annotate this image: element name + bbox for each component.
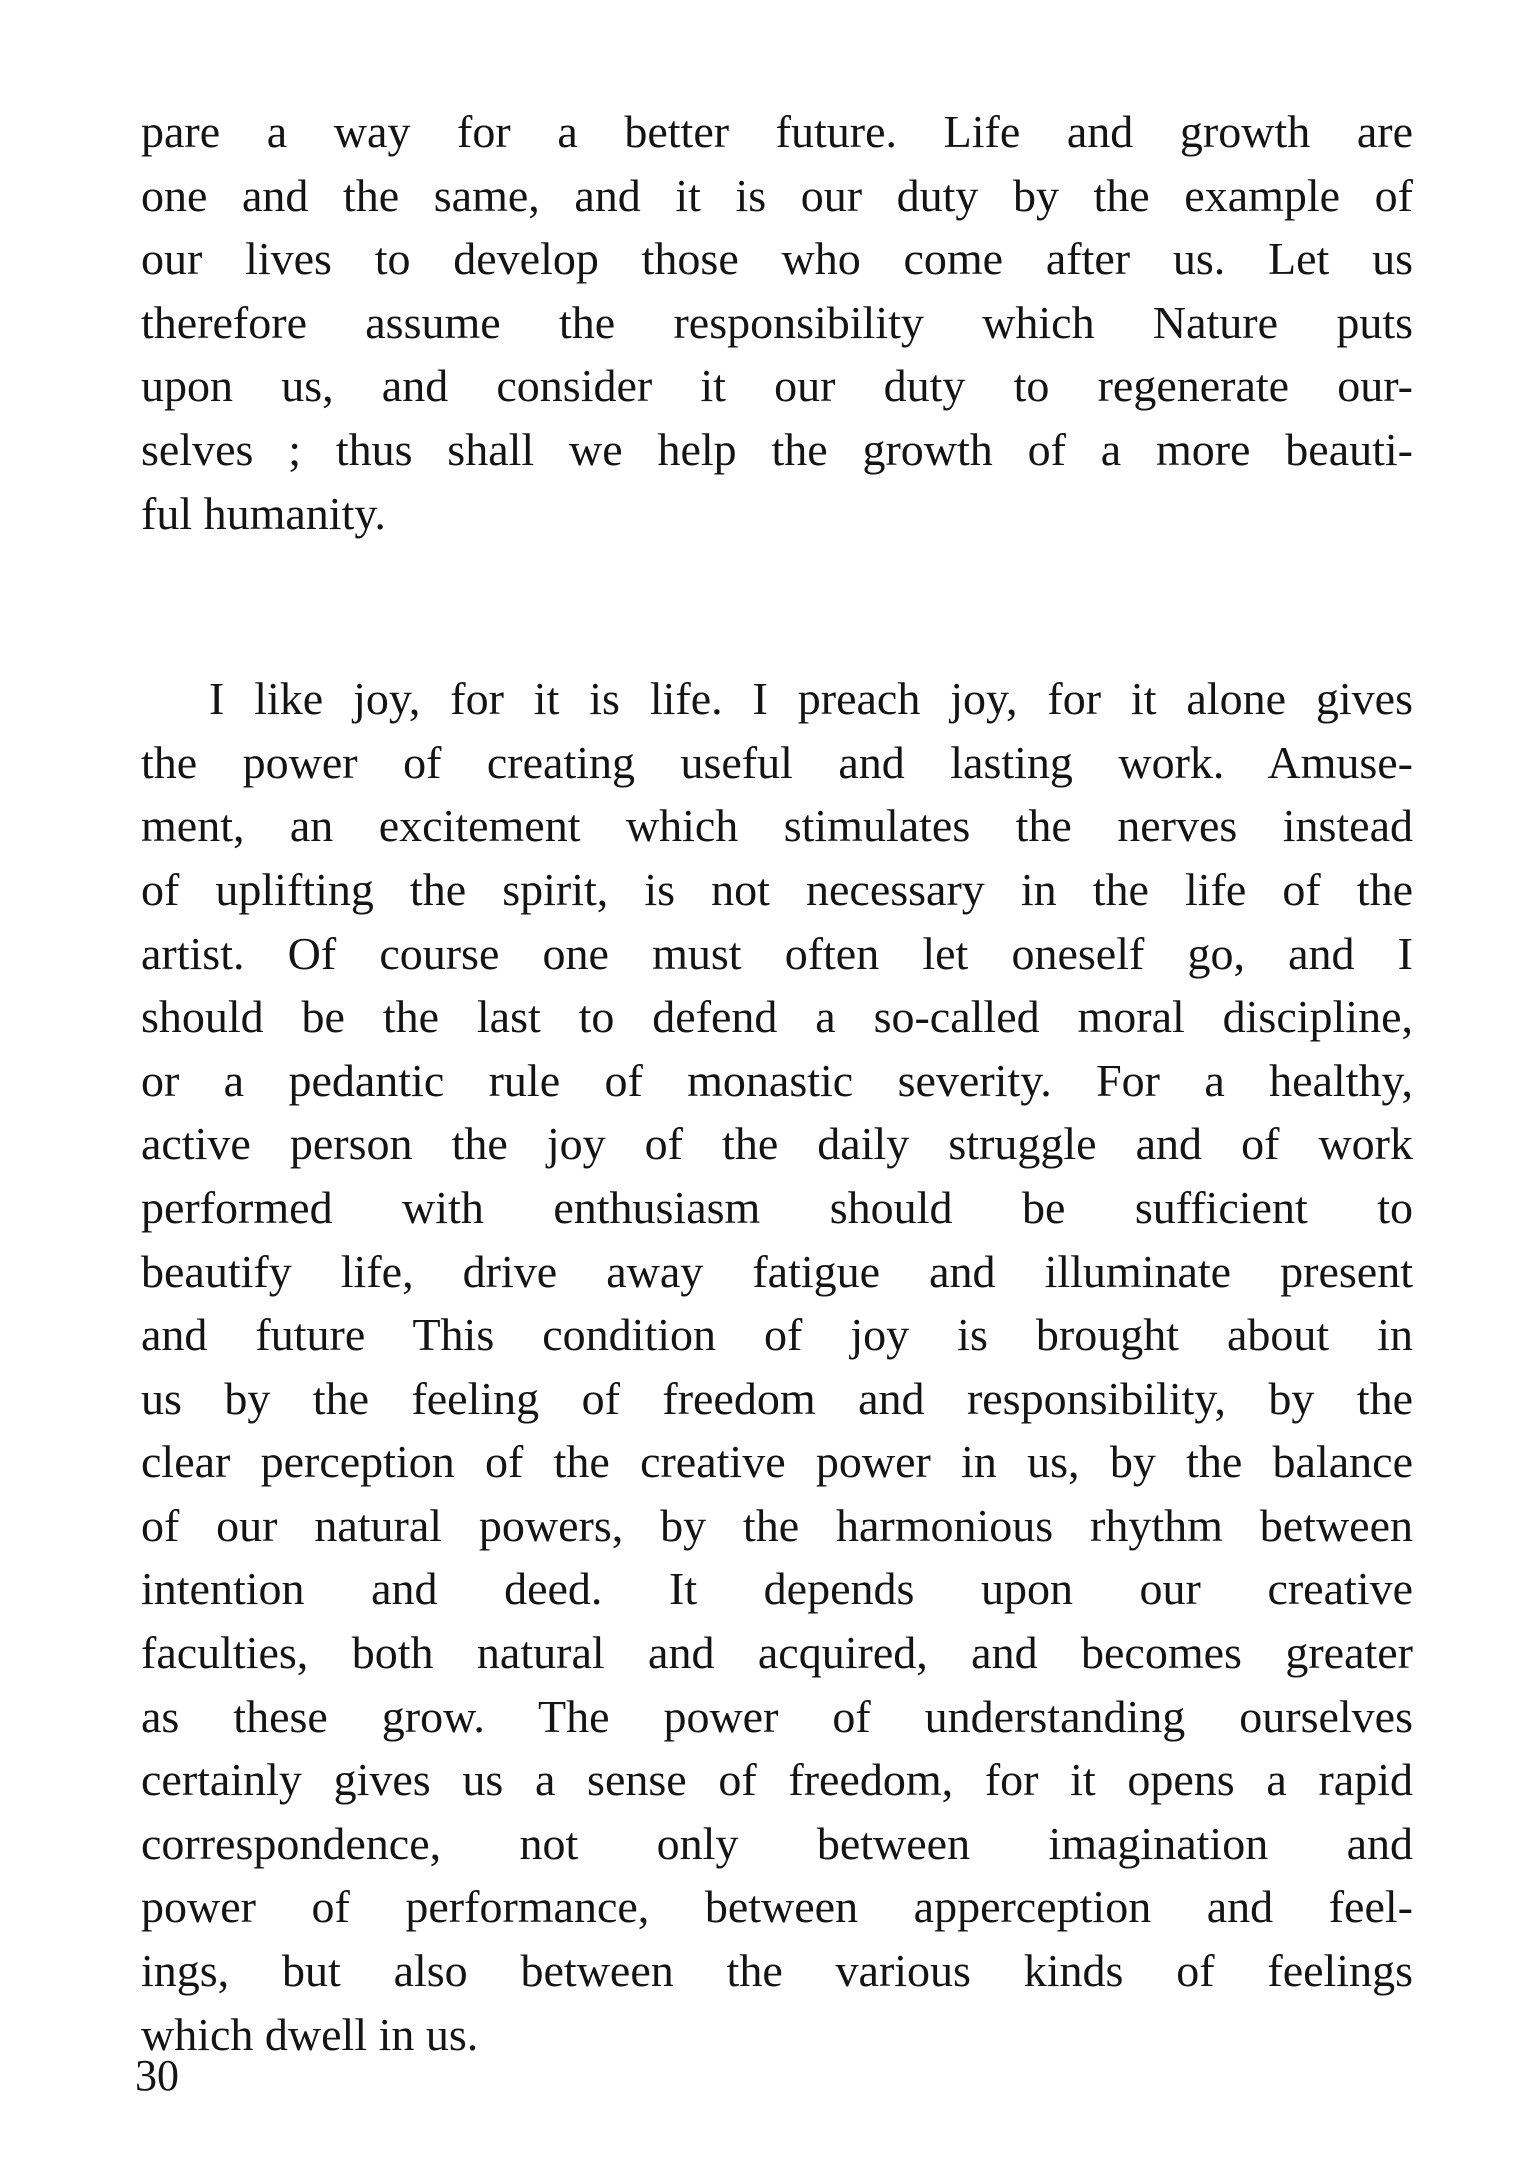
text-line: therefore assume the responsibility which Nature puts	[141, 296, 1413, 348]
text-line: intention and deed. It depends upon our creative	[141, 1563, 1413, 1615]
text-line: correspondence, not only between imagination and	[141, 1817, 1413, 1869]
text-line: one and the same, and it is our duty by the example of	[141, 169, 1413, 221]
text-line: artist. Of course one must often let oneself go, and I	[141, 927, 1413, 979]
text-line: clear perception of the creative power in us, by the balance	[141, 1436, 1413, 1488]
text-line: upon us, and consider it our duty to regenerate our-	[141, 360, 1413, 412]
text-line: beautify life, drive away fatigue and illuminate present	[141, 1245, 1413, 1297]
text-line: and future This condition of joy is brought about in	[141, 1309, 1413, 1361]
page-number: 30	[135, 2051, 179, 2100]
text-line: active person the joy of the daily struggle and of work	[141, 1118, 1413, 1170]
paragraph-1	[141, 100, 1413, 545]
text-line: performed with enthusiasm should be sufficient to	[141, 1181, 1413, 1233]
paragraph-gap	[141, 545, 1413, 667]
text-line: us by the feeling of freedom and responsibility, by the	[141, 1372, 1413, 1424]
text-line: ful humanity.	[141, 487, 386, 539]
text-line: of uplifting the spirit, is not necessary in the life of the	[141, 863, 1413, 915]
text-line: or a pedantic rule of monastic severity. For a healthy,	[141, 1054, 1413, 1106]
text-line: power of performance, between apperception and feel-	[141, 1881, 1413, 1933]
text-line: should be the last to defend a so-called moral discipline,	[141, 991, 1413, 1043]
text-line: our lives to develop those who come after us. Let us	[141, 233, 1413, 285]
text-line: faculties, both natural and acquired, and becomes greater	[141, 1627, 1413, 1679]
text-line: as these grow. The power of understanding ourselves	[141, 1690, 1413, 1742]
text-line: selves ; thus shall we help the growth of a more beauti-	[141, 423, 1413, 475]
text-line: the power of creating useful and lasting work. Amuse-	[141, 736, 1413, 788]
text-line: of our natural powers, by the harmonious rhythm between	[141, 1499, 1413, 1551]
paragraph-2	[141, 667, 1413, 2066]
text-line: I like joy, for it is life. I preach joy, for it alone gives	[209, 673, 1413, 725]
text-line: pare a way for a better future. Life and growth are	[141, 106, 1413, 157]
text-line: ings, but also between the various kinds of feelings	[141, 1945, 1413, 1997]
page-body	[141, 100, 1413, 2066]
text-line: ment, an excitement which stimulates the nerves instead	[141, 800, 1413, 852]
text-line: which dwell in us.	[141, 2008, 479, 2060]
text-line: certainly gives us a sense of freedom, for it opens a rapid	[141, 1754, 1413, 1806]
